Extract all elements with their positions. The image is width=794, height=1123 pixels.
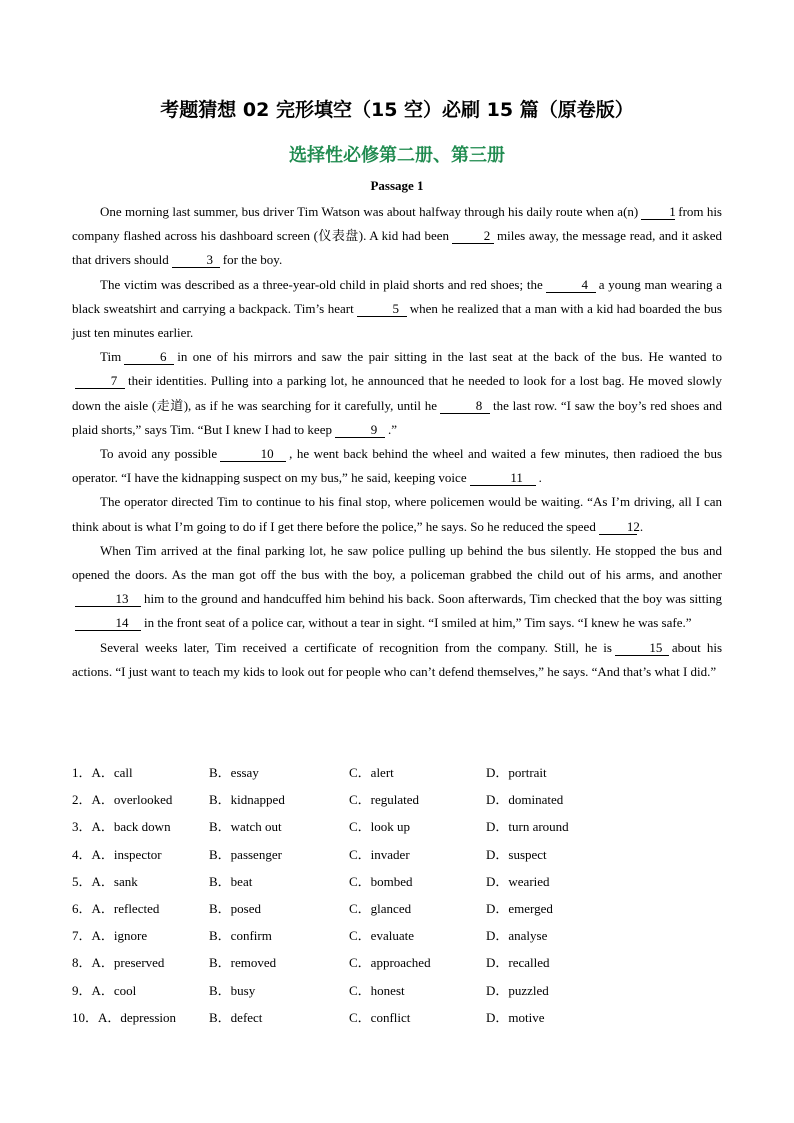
option-b: B．confirm (209, 928, 272, 944)
option-b: B．defect (209, 1009, 263, 1025)
option-row (72, 844, 722, 871)
option-row (72, 871, 722, 898)
text-segment: Several weeks later, Tim received a certificate of recognition from the company. Still, he is (100, 639, 612, 655)
option-c: C．alert (349, 765, 394, 780)
text-segment: their identities. Pulling into a parking lot, he announced that he needed to look for a lost bag. He moved slowly down the aisle (走道), as if he was searching for it carefully, until he (72, 373, 722, 413)
text-segment: The operator directed Tim to continue to his final stop, where policemen would be waiting. “As I’m driving, all I can think about is what I’m going to do if I get there before the police,” he says. So he reduced the speed (72, 494, 722, 534)
answer-options (72, 762, 722, 1034)
option-d: D．puzzled (486, 982, 549, 998)
option-a: 10．A．depression (72, 1009, 176, 1025)
text-segment: . (538, 470, 542, 486)
option-c: C．regulated (349, 792, 420, 808)
text-segment: when he realized that a man with a kid had boarded the bus just ten minutes earlier. (72, 300, 723, 341)
text-segment: Tim (100, 349, 122, 365)
page-subtitle: 选择性必修第二册、第三册 (289, 145, 505, 166)
text-segment: miles away, the message read, and it asked that drivers should (72, 228, 722, 268)
passage-label: Passage 1 (370, 178, 424, 193)
option-row (72, 816, 722, 843)
paragraph-5 (72, 490, 722, 538)
blank-10: 10 (220, 447, 286, 462)
option-c: C．bombed (349, 873, 413, 889)
paragraph-7 (72, 636, 722, 684)
paragraph-3 (72, 345, 722, 442)
option-d: D．motive (486, 1009, 545, 1025)
option-a: 8．A．preserved (72, 955, 165, 971)
option-d: D．recalled (486, 955, 550, 971)
option-d: D．suspect (486, 846, 547, 862)
option-d: D．wearied (486, 873, 550, 889)
text-segment: in one of his mirrors and saw the pair sitting in the last seat at the back of the bus. He wanted to (177, 349, 722, 365)
option-a: 6．A．reflected (72, 900, 160, 916)
blank-5: 5 (357, 302, 407, 317)
option-row (72, 762, 722, 789)
text-segment: . (639, 518, 644, 534)
passage-text (72, 200, 722, 684)
text-segment: him to the ground and handcuffed him behind his back. Soon afterwards, Tim checked that the boy was sitting (144, 591, 722, 607)
option-b: B．busy (209, 982, 256, 998)
paragraph-4 (72, 442, 722, 490)
option-d: D．analyse (486, 928, 548, 944)
text-segment: the last row. “I saw the boy’s red shoes and plaid shorts,” says Tim. “But I knew I had to keep (72, 397, 723, 437)
option-d: D．turn around (486, 819, 569, 835)
option-b: B．beat (209, 873, 253, 889)
blank-7: 7 (75, 374, 125, 389)
paragraph-1 (72, 200, 722, 273)
option-b: B．kidnapped (209, 792, 285, 808)
option-b: B．removed (209, 955, 277, 971)
option-c: C．evaluate (349, 928, 414, 944)
option-c: C．approached (349, 955, 431, 971)
text-segment: in the front seat of a police car, without a tear in sight. “I smiled at him,” Tim says. “I knew he was safe.” (144, 615, 692, 631)
option-d: D．dominated (486, 792, 564, 808)
option-row (72, 925, 722, 952)
option-a: 5．A．sank (72, 873, 138, 889)
option-d: D．portrait (486, 765, 547, 780)
text-segment: a young man wearing a black sweatshirt and carrying a backpack. Tim’s heart (72, 276, 722, 316)
option-a: 9．A．cool (72, 982, 137, 998)
blank-14: 14 (75, 616, 141, 631)
text-segment: To avoid any possible (100, 446, 218, 462)
paragraph-2 (72, 273, 722, 346)
blank-8: 8 (440, 399, 490, 414)
blank-9: 9 (335, 423, 385, 438)
text-segment: When Tim arrived at the final parking lot, he saw police pulling up behind the bus silently. He stopped the bus and opened the doors. As the man got off the bus with the boy, a policeman grabbed the child out of his arms, and another (72, 542, 722, 583)
text-segment: for the boy. (222, 252, 283, 268)
option-row (72, 1007, 722, 1034)
text-segment: , he went back behind the wheel and waited a few minutes, then radioed the bus operator. “I have the kidnapping suspect on my bus,” he said, keeping voice (72, 446, 723, 486)
paragraph-6 (72, 539, 722, 636)
text-segment: about his actions. “I just want to teach my kids to look out for people who can’t defend themselves,” he says. “And that’s what I did.” (72, 639, 722, 679)
option-b: B．posed (209, 900, 262, 916)
option-d: D．emerged (486, 900, 553, 916)
option-c: C．glanced (349, 900, 412, 916)
blank-6: 6 (124, 350, 174, 365)
option-c: C．conflict (349, 1009, 411, 1025)
option-c: C．look up (349, 819, 411, 835)
blank-11: 11 (470, 471, 536, 486)
page-title: 考题猜想 02 完形填空（15 空）必刷 15 篇（原卷版） (160, 99, 634, 121)
option-c: C．invader (349, 846, 410, 862)
text-segment: One morning last summer, bus driver Tim Watson was about halfway through his daily route when a(n) (100, 204, 639, 219)
blank-2: 2 (452, 229, 494, 244)
option-c: C．honest (349, 982, 405, 998)
option-row (72, 898, 722, 925)
blank-1: 1 (641, 205, 675, 220)
option-b: B．watch out (209, 819, 282, 835)
option-a: 4．A．inspector (72, 846, 162, 862)
text-segment: from his company flashed across his dashboard screen (仪表盘). A kid had been (72, 204, 722, 244)
option-a: 7．A．ignore (72, 928, 148, 944)
option-a: 1．A．call (72, 765, 133, 780)
blank-3: 3 (172, 253, 220, 268)
text-segment: .” (387, 421, 398, 437)
blank-12: 12 (599, 520, 637, 535)
blank-4: 4 (546, 278, 596, 293)
text-segment: The victim was described as a three-year-old child in plaid shorts and red shoes; the (100, 276, 543, 292)
option-row (72, 789, 722, 816)
option-row (72, 952, 722, 979)
option-a: 2．A．overlooked (72, 792, 173, 808)
blank-15: 15 (615, 641, 669, 656)
option-b: B．essay (209, 765, 259, 780)
blank-13: 13 (75, 592, 141, 607)
option-b: B．passenger (209, 846, 282, 862)
option-row (72, 980, 722, 1007)
option-a: 3．A．back down (72, 819, 171, 835)
